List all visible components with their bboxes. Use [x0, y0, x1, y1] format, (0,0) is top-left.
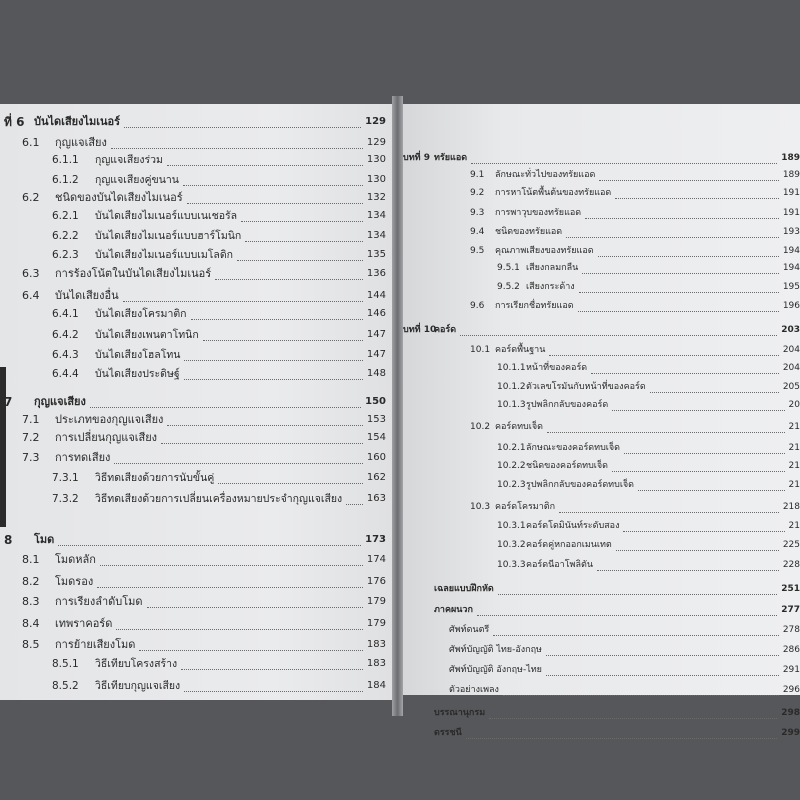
toc-entry-title: ประเภทของกุญแจเสียง: [55, 413, 164, 426]
toc-entry: [0, 411, 386, 429]
toc-chapter-entry: [403, 601, 800, 619]
toc-entry-title: คอร์ดคู่หกออกเมนเทต: [526, 540, 612, 550]
toc-dot-leader: [582, 273, 779, 274]
toc-entry: [0, 449, 386, 467]
toc-entry: [403, 166, 800, 184]
toc-dot-leader: [184, 379, 363, 380]
toc-entry: [403, 359, 800, 377]
toc-entry-number: 6.4.2: [52, 329, 79, 341]
toc-entry-number: 6.2.1: [52, 210, 79, 222]
toc-dot-leader: [116, 629, 363, 630]
toc-entry-title: ศัพท์บัญญัติ ไทย-อังกฤษ: [449, 645, 542, 655]
toc-dot-leader: [471, 163, 777, 164]
toc-entry: [403, 439, 800, 457]
toc-entry: [403, 536, 800, 554]
toc-entry-number: 8.1: [22, 553, 40, 566]
toc-chapter-entry: [403, 321, 800, 339]
toc-dot-leader: [183, 185, 363, 186]
toc-page-number: 194: [782, 263, 800, 273]
toc-entry-title: บันไดเสียงโฮลโทน: [95, 349, 181, 361]
toc-dot-leader: [489, 718, 777, 719]
toc-entry-title: บันไดเสียงอื่น: [55, 289, 119, 302]
toc-entry: [403, 184, 800, 202]
toc-entry-title: การเรียงลำดับโมด: [55, 595, 143, 608]
toc-dot-leader: [191, 319, 363, 320]
toc-chapter-entry: [0, 113, 386, 131]
toc-page-number: 205: [782, 382, 800, 392]
toc-entry: [403, 259, 800, 277]
toc-entry-title: คุณภาพเสียงของทรัยแอด: [495, 246, 594, 256]
toc-page-number: 144: [366, 290, 386, 301]
toc-dot-leader: [215, 279, 363, 280]
toc-page-number: 163: [366, 493, 386, 504]
toc-entry: [403, 242, 800, 260]
toc-entry-number: 8.3: [22, 595, 40, 608]
toc-dot-leader: [139, 650, 363, 651]
toc-dot-leader: [578, 311, 779, 312]
toc-page-number: 160: [366, 452, 386, 463]
toc-dot-leader: [184, 360, 363, 361]
toc-entry-title: ทรัยแอด: [434, 153, 468, 163]
toc-dot-leader: [100, 565, 363, 566]
toc-entry-title: บันไดเสียงไมเนอร์แบบเมโลดิก: [95, 249, 233, 261]
toc-chapter-entry: [403, 704, 800, 722]
toc-entry-number: 10.3.3: [497, 560, 526, 570]
toc-entry-title: หน้าที่ของคอร์ด: [526, 363, 588, 373]
toc-page-number: 130: [366, 174, 386, 185]
toc-page-number: 251: [781, 584, 800, 594]
toc-page-number: 176: [366, 576, 386, 587]
toc-page-number: 193: [782, 227, 800, 237]
toc-entry-number: บทที่ 9: [403, 153, 430, 163]
toc-entry-number: 10.1: [470, 345, 491, 355]
toc-page-number: 204: [782, 345, 800, 355]
toc-entry-number: 10.3: [470, 502, 491, 512]
toc-entry: [0, 677, 386, 695]
toc-dot-leader: [90, 407, 361, 408]
toc-entry: [0, 246, 386, 264]
toc-dot-leader: [566, 237, 779, 238]
toc-dot-leader: [111, 148, 363, 149]
toc-entry-number: 6.4.1: [52, 308, 79, 320]
toc-dot-leader: [245, 241, 363, 242]
toc-entry: [403, 297, 800, 315]
toc-page-number: 179: [366, 596, 386, 607]
toc-entry-number: 6.1.2: [52, 174, 79, 186]
toc-entry: [0, 551, 386, 569]
toc-entry-title: การทดเสียง: [55, 451, 111, 464]
toc-dot-leader: [498, 594, 777, 595]
toc-page-number: 146: [366, 308, 386, 319]
toc-dot-leader: [218, 483, 363, 484]
toc-page-number: 179: [366, 618, 386, 629]
book-gutter: [392, 96, 403, 716]
toc-entry-number: 9.6: [470, 301, 485, 311]
toc-page-number: 135: [366, 249, 386, 260]
toc-entry-title: การพาวุบของทรัยแอด: [495, 208, 582, 218]
toc-dot-leader: [591, 373, 779, 374]
toc-entry-title: บันไดเสียงไมเนอร์แบบเนเชอรัล: [95, 210, 238, 222]
toc-entry: [0, 207, 386, 225]
toc-dot-leader: [624, 453, 785, 454]
toc-page-number: 134: [366, 210, 386, 221]
toc-entry: [403, 517, 800, 535]
toc-page-number: 150: [365, 396, 386, 407]
toc-page-number: 191: [782, 188, 800, 198]
toc-dot-leader: [167, 165, 363, 166]
toc-dot-leader: [598, 256, 779, 257]
toc-entry-title: การเรียกชื่อทรัยแอด: [495, 301, 574, 311]
toc-dot-leader: [97, 587, 363, 588]
toc-dot-leader: [346, 504, 363, 505]
toc-entry-title: วิธีทดเสียงด้วยการนับขั้นคู่: [95, 472, 215, 484]
toc-chapter-entry: [403, 580, 800, 598]
toc-page-number: 20: [788, 400, 800, 410]
toc-entry-number: 8.5.1: [52, 658, 79, 670]
toc-page-number: 21: [788, 461, 800, 471]
toc-page-number: 129: [366, 137, 386, 148]
toc-entry-title: บันไดเสียงไมเนอร์: [34, 115, 121, 128]
toc-entry-number: 6.2.2: [52, 230, 79, 242]
toc-page-number: 191: [782, 208, 800, 218]
toc-entry-title: คอร์ด: [434, 325, 457, 335]
right-page: [403, 104, 800, 738]
toc-dot-leader: [549, 355, 779, 356]
toc-entry-number: 10.2.2: [497, 461, 526, 471]
toc-entry: [403, 204, 800, 222]
toc-entry-title: บรรณานุกรม: [434, 708, 486, 718]
toc-dot-leader: [493, 635, 779, 636]
toc-entry-title: โมด: [34, 533, 55, 546]
toc-dot-leader: [616, 550, 779, 551]
toc-entry-title: บันไดเสียงเพนตาโทนิก: [95, 329, 199, 341]
toc-entry-number: 7.2: [22, 431, 40, 444]
left-page: [0, 104, 393, 700]
toc-entry-number: 8.4: [22, 617, 40, 630]
toc-entry: [403, 223, 800, 241]
toc-dot-leader: [623, 531, 785, 532]
toc-entry-number: 8.2: [22, 575, 40, 588]
toc-entry: [0, 346, 386, 364]
toc-dot-leader: [124, 127, 361, 128]
toc-dot-leader: [546, 655, 779, 656]
toc-entry: [0, 655, 386, 673]
toc-page-number: 136: [366, 268, 386, 279]
toc-entry-number: 9.4: [470, 227, 485, 237]
toc-entry-title: ตัวเลขโรมันกับหน้าที่ของคอร์ด: [526, 382, 646, 392]
toc-dot-leader: [184, 691, 363, 692]
toc-entry-number: ที่ 6: [4, 115, 25, 129]
toc-dot-leader: [241, 221, 363, 222]
toc-page-number: 218: [782, 502, 800, 512]
toc-dot-leader: [114, 463, 363, 464]
toc-chapter-entry: [0, 393, 386, 411]
toc-page-number: 225: [782, 540, 800, 550]
toc-entry-number: 10.2.3: [497, 480, 526, 490]
toc-entry-number: 8: [4, 533, 13, 547]
toc-page-number: 147: [366, 329, 386, 340]
toc-entry-title: ชนิดของทรัยแอด: [495, 227, 563, 237]
toc-dot-leader: [585, 218, 779, 219]
toc-entry: [0, 573, 386, 591]
toc-page-number: 204: [782, 363, 800, 373]
toc-dot-leader: [612, 410, 785, 411]
toc-dot-leader: [466, 738, 777, 739]
toc-entry-number: 10.1.3: [497, 400, 526, 410]
toc-entry: [403, 457, 800, 475]
toc-entry-number: 9.5.2: [497, 282, 520, 292]
toc-entry-title: ดรรชนี: [434, 728, 462, 738]
toc-entry-title: กุญแจเสียง: [34, 395, 86, 408]
toc-entry: [0, 326, 386, 344]
toc-entry-title: ชนิดของบันไดเสียงไมเนอร์: [55, 191, 183, 204]
toc-dot-leader: [638, 490, 785, 491]
toc-entry-title: คอร์ดโดมินันท์ระดับสอง: [526, 521, 620, 531]
toc-entry-title: การย้ายเสียงโมด: [55, 638, 136, 651]
toc-page-number: 278: [782, 625, 800, 635]
toc-entry-number: 10.3.2: [497, 540, 526, 550]
toc-entry-title: การเปลี่ยนกุญแจเสียง: [55, 431, 158, 444]
toc-page-number: 183: [366, 639, 386, 650]
toc-page-number: 174: [366, 554, 386, 565]
toc-page-number: 21: [788, 422, 800, 432]
toc-entry-number: 6.3: [22, 267, 40, 280]
toc-entry: [403, 621, 800, 639]
toc-entry: [0, 189, 386, 207]
toc-dot-leader: [597, 570, 779, 571]
toc-page-number: 21: [788, 480, 800, 490]
toc-entry-number: 10.2.1: [497, 443, 526, 453]
toc-page-number: 21: [788, 443, 800, 453]
toc-dot-leader: [161, 443, 363, 444]
toc-entry-title: วิธีเทียบกุญแจเสียง: [95, 680, 181, 692]
toc-entry-title: เฉลยแบบฝึกหัด: [434, 584, 494, 594]
toc-page-number: 298: [781, 708, 800, 718]
toc-page-number: 147: [366, 349, 386, 360]
toc-page-number: 173: [365, 534, 386, 545]
toc-page-number: 154: [366, 432, 386, 443]
toc-entry-title: เสียงกระด้าง: [526, 282, 575, 292]
toc-page-number: 132: [366, 192, 386, 203]
toc-dot-leader: [599, 180, 779, 181]
toc-dot-leader: [181, 669, 363, 670]
toc-entry-title: วิธีเทียบโครงสร้าง: [95, 658, 178, 670]
toc-dot-leader: [650, 392, 779, 393]
toc-dot-leader: [123, 301, 363, 302]
toc-entry-title: บันไดเสียงไมเนอร์แบบฮาร์โมนิก: [95, 230, 242, 242]
toc-page-number: 195: [782, 282, 800, 292]
toc-entry-title: กุญแจเสียงร่วม: [95, 154, 163, 166]
toc-entry-number: 7.1: [22, 413, 40, 426]
toc-entry-number: 9.5.1: [497, 263, 520, 273]
toc-entry-title: ลักษณะทั่วไปของทรัยแอด: [495, 170, 596, 180]
toc-chapter-entry: [0, 531, 386, 549]
toc-page-number: 184: [366, 680, 386, 691]
toc-page-number: 189: [781, 153, 800, 163]
toc-page-number: 291: [782, 665, 800, 675]
toc-entry-number: 10.1.1: [497, 363, 526, 373]
toc-entry: [403, 341, 800, 359]
toc-entry: [0, 365, 386, 383]
toc-entry-number: 6.4: [22, 289, 40, 302]
toc-entry: [403, 681, 800, 699]
toc-entry-title: กุญแจเสียงคู่ขนาน: [95, 174, 179, 186]
toc-entry: [403, 556, 800, 574]
toc-entry-title: ตัวอย่างเพลง: [449, 685, 499, 695]
toc-entry: [0, 287, 386, 305]
toc-entry-number: บทที่ 10: [403, 325, 437, 335]
toc-entry-title: รูปพลิกกลับของคอร์ดทบเจ็ด: [526, 480, 635, 490]
toc-entry-number: 9.1: [470, 170, 485, 180]
toc-entry-number: 8.5: [22, 638, 40, 651]
toc-page-number: 21: [788, 521, 800, 531]
toc-entry-title: รูปพลิกกลับของคอร์ด: [526, 400, 609, 410]
toc-page-number: 203: [781, 325, 800, 335]
toc-entry-number: 7.3.1: [52, 472, 79, 484]
toc-entry-title: เทพราคอร์ด: [55, 617, 113, 630]
toc-dot-leader: [547, 432, 785, 433]
toc-entry-title: กุญแจเสียง: [55, 136, 107, 149]
toc-page-number: 130: [366, 154, 386, 165]
toc-entry: [403, 378, 800, 396]
toc-entry: [0, 227, 386, 245]
toc-chapter-entry: [403, 149, 800, 167]
toc-chapter-entry: [403, 724, 800, 742]
toc-entry-title: วิธีทดเสียงด้วยการเปลี่ยนเครื่องหมายประจำกุญแจเสียง: [95, 493, 343, 505]
toc-entry: [0, 429, 386, 447]
toc-entry-number: 6.4.4: [52, 368, 79, 380]
toc-page-number: 148: [366, 368, 386, 379]
toc-entry-number: 10.3.1: [497, 521, 526, 531]
toc-entry: [0, 636, 386, 654]
toc-page-number: 129: [365, 116, 386, 127]
toc-entry-number: 10.1.2: [497, 382, 526, 392]
toc-entry-number: 6.2.3: [52, 249, 79, 261]
toc-entry-number: 6.1: [22, 136, 40, 149]
toc-entry-title: การหาโน้ตพื้นต้นของทรัยแอด: [495, 188, 612, 198]
toc-entry: [403, 278, 800, 296]
toc-page-number: 296: [782, 685, 800, 695]
toc-entry-title: ลักษณะของคอร์ดทบเจ็ด: [526, 443, 620, 453]
toc-entry-title: คอร์ดโครมาติก: [495, 502, 556, 512]
toc-page-number: 228: [782, 560, 800, 570]
toc-page-number: 183: [366, 658, 386, 669]
toc-page-number: 134: [366, 230, 386, 241]
toc-entry: [0, 134, 386, 152]
toc-entry-title: บันไดเสียงโครมาติก: [95, 308, 187, 320]
toc-dot-leader: [460, 335, 777, 336]
toc-entry-number: 7: [4, 395, 13, 409]
toc-entry: [403, 476, 800, 494]
toc-dot-leader: [503, 695, 779, 696]
toc-entry-title: เสียงกลมกลืน: [526, 263, 579, 273]
toc-entry-title: บันไดเสียงประดิษฐ์: [95, 368, 180, 380]
toc-entry: [0, 151, 386, 169]
toc-entry: [0, 265, 386, 283]
toc-entry-title: ชนิดของคอร์ดทบเจ็ด: [526, 461, 609, 471]
toc-dot-leader: [203, 340, 363, 341]
toc-entry: [403, 418, 800, 436]
toc-dot-leader: [615, 198, 779, 199]
toc-entry-title: โมดหลัก: [55, 553, 96, 566]
toc-page-number: 194: [782, 246, 800, 256]
toc-dot-leader: [559, 512, 779, 513]
toc-entry-title: ศัพท์ดนตรี: [449, 625, 490, 635]
toc-dot-leader: [147, 607, 363, 608]
toc-entry: [403, 396, 800, 414]
toc-entry: [0, 171, 386, 189]
toc-dot-leader: [612, 471, 785, 472]
toc-dot-leader: [187, 203, 363, 204]
toc-entry-number: 6.4.3: [52, 349, 79, 361]
toc-entry-number: 7.3: [22, 451, 40, 464]
toc-entry-title: ภาคผนวก: [434, 605, 473, 615]
toc-entry-title: ศัพท์บัญญัติ อังกฤษ-ไทย: [449, 665, 542, 675]
toc-entry-title: คอร์ดนีอาโพลิตัน: [526, 560, 593, 570]
toc-entry-number: 9.2: [470, 188, 485, 198]
toc-dot-leader: [167, 425, 363, 426]
toc-entry-title: โมดรอง: [55, 575, 94, 588]
toc-page-number: 299: [781, 728, 800, 738]
toc-entry-title: คอร์ดพื้นฐาน: [495, 345, 546, 355]
toc-entry-number: 7.3.2: [52, 493, 79, 505]
toc-entry: [0, 593, 386, 611]
toc-dot-leader: [546, 675, 779, 676]
toc-entry: [0, 615, 386, 633]
toc-page-number: 277: [781, 605, 800, 615]
toc-dot-leader: [579, 292, 779, 293]
toc-entry: [0, 490, 386, 508]
toc-entry: [403, 661, 800, 679]
toc-entry-number: 10.2: [470, 422, 491, 432]
toc-page-number: 162: [366, 472, 386, 483]
toc-entry: [403, 498, 800, 516]
toc-entry-number: 6.2: [22, 191, 40, 204]
toc-dot-leader: [58, 545, 361, 546]
toc-entry-number: 9.3: [470, 208, 485, 218]
toc-page-number: 189: [782, 170, 800, 180]
toc-entry-number: 6.1.1: [52, 154, 79, 166]
toc-page-number: 286: [782, 645, 800, 655]
toc-entry: [0, 469, 386, 487]
toc-page-number: 153: [366, 414, 386, 425]
toc-entry-number: 8.5.2: [52, 680, 79, 692]
toc-entry-title: คอร์ดทบเจ็ด: [495, 422, 543, 432]
toc-entry-title: การร้องโน้ตในบันไดเสียงไมเนอร์: [55, 267, 212, 280]
toc-dot-leader: [237, 260, 363, 261]
toc-entry: [403, 641, 800, 659]
toc-page-number: 196: [782, 301, 800, 311]
toc-dot-leader: [477, 615, 777, 616]
toc-entry: [0, 305, 386, 323]
toc-entry-number: 9.5: [470, 246, 485, 256]
